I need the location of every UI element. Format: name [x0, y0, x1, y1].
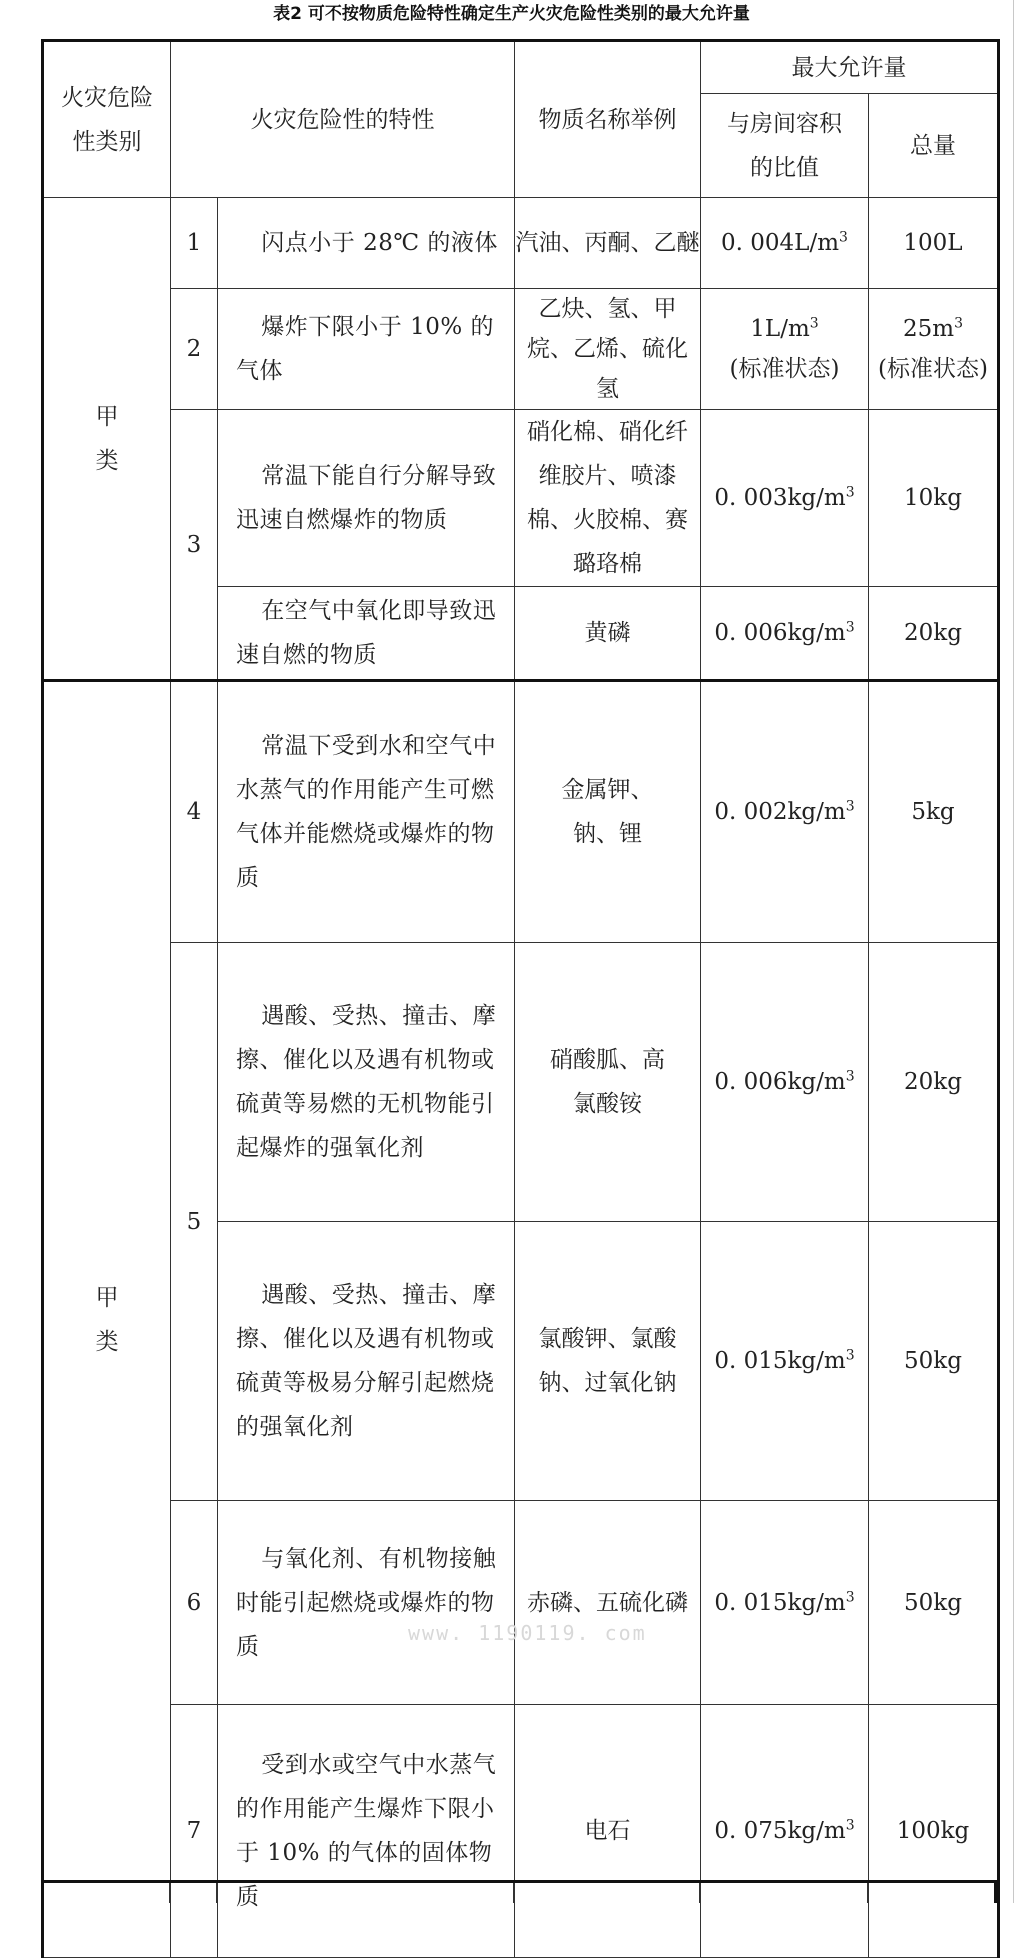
divider	[513, 1883, 514, 1903]
ratio-note: (标准状态)	[729, 356, 840, 382]
header-row-1	[43, 41, 999, 94]
ratio-cell	[701, 289, 869, 410]
header-category	[43, 41, 171, 198]
table-caption: 表2 可不按物质危险特性确定生产火灾危险性类别的最大允许量	[273, 4, 750, 24]
ratio-value: 0. 003kg/m	[714, 485, 846, 511]
table-row	[43, 1705, 999, 1958]
ratio-cell	[701, 943, 869, 1222]
table-row	[43, 410, 999, 587]
watermark-text: www. 1190119. com	[408, 1621, 647, 1645]
ratio-cell	[701, 410, 869, 587]
table-row	[43, 1501, 999, 1705]
total-cell	[869, 289, 999, 410]
example-cell: 黄磷	[515, 587, 701, 681]
ratio-value: 0. 015kg/m	[714, 1589, 846, 1616]
category-char: 类	[95, 1328, 119, 1355]
ratio-value: 0. 006kg/m	[714, 620, 846, 646]
ratio-value: 0. 002kg/m	[714, 799, 846, 825]
feature-cell: 受到水或空气中水蒸气的作用能产生爆炸下限小于 10% 的气体的固体物质	[218, 1705, 515, 1958]
ratio-unit-exp: 3	[845, 1817, 855, 1834]
feature-cell: 常温下能自行分解导致迅速自燃爆炸的物质	[218, 410, 515, 587]
ratio-unit-exp: 3	[845, 1588, 855, 1605]
ratio-cell	[701, 198, 869, 289]
example-cell: 乙炔、氢、甲烷、乙烯、硫化氢	[515, 289, 701, 410]
ratio-unit-exp: 3	[839, 229, 848, 246]
ratio-unit-exp: 3	[845, 1068, 855, 1085]
ratio-unit-exp: 3	[845, 1347, 855, 1364]
example-cell: 硝酸胍、高氯酸铵	[515, 943, 701, 1222]
row-number: 1	[171, 198, 218, 289]
header-max-allow: 最大允许量	[701, 41, 999, 94]
feature-cell: 闪点小于 28℃ 的液体	[218, 198, 515, 289]
category-char: 类	[95, 447, 119, 474]
divider	[699, 1883, 700, 1903]
header-total: 总量	[869, 94, 999, 198]
allowance-table	[41, 39, 1000, 1958]
header-feature: 火灾危险性的特性	[171, 41, 515, 198]
row-number: 4	[171, 681, 218, 943]
row-number: 2	[171, 289, 218, 410]
example-cell: 汽油、丙酮、乙醚	[515, 198, 701, 289]
header-ratio-line1: 与房间容积	[727, 110, 842, 137]
feature-cell: 常温下受到水和空气中水蒸气的作用能产生可燃气体并能燃烧或爆炸的物质	[218, 681, 515, 943]
ratio-value: 0. 004L/m	[721, 230, 840, 256]
ratio-cell	[701, 1705, 869, 1958]
example-cell: 电石	[515, 1705, 701, 1958]
feature-cell: 遇酸、受热、撞击、摩擦、催化以及遇有机物或硫黄等易燃的无机物能引起爆炸的强氧化剂	[218, 943, 515, 1222]
ratio-unit-exp: 3	[845, 798, 855, 815]
ratio-value: 1L/m	[750, 316, 810, 342]
total-cell: 10kg	[869, 410, 999, 587]
row-number: 7	[171, 1705, 218, 1958]
row-number: 3	[171, 410, 218, 681]
header-ratio	[701, 94, 869, 198]
continued-row	[41, 1880, 997, 1903]
header-category-line1: 火灾危险	[61, 84, 153, 111]
ratio-unit-exp: 3	[845, 619, 855, 636]
category-cell-1	[43, 198, 171, 681]
page-edge-line	[1013, 0, 1014, 1903]
row-number: 6	[171, 1501, 218, 1705]
row-number: 5	[171, 943, 218, 1501]
example-cell: 氯酸钾、氯酸钠、过氧化钠	[515, 1222, 701, 1501]
ratio-cell	[701, 681, 869, 943]
example-cell: 硝化棉、硝化纤维胶片、喷漆棉、火胶棉、赛璐珞棉	[515, 410, 701, 587]
header-example: 物质名称举例	[515, 41, 701, 198]
ratio-cell	[701, 1222, 869, 1501]
category-char: 甲	[95, 1284, 119, 1311]
ratio-value: 0. 015kg/m	[714, 1348, 846, 1374]
ratio-unit-exp: 3	[809, 315, 819, 332]
total-cell: 20kg	[869, 943, 999, 1222]
category-char: 甲	[95, 403, 119, 430]
ratio-value: 0. 075kg/m	[714, 1818, 846, 1844]
feature-cell: 在空气中氧化即导致迅速自燃的物质	[218, 587, 515, 681]
example-cell: 赤磷、五硫化磷	[515, 1501, 701, 1705]
total-note: (标准状态)	[878, 356, 988, 382]
ratio-cell	[701, 587, 869, 681]
ratio-unit-exp: 3	[845, 484, 855, 501]
total-cell: 50kg	[869, 1501, 999, 1705]
ratio-value: 0. 006kg/m	[714, 1069, 846, 1095]
total-unit-exp: 3	[954, 315, 963, 332]
divider	[216, 1883, 217, 1903]
table-row	[43, 198, 999, 289]
divider	[169, 1883, 170, 1903]
header-ratio-line2: 的比值	[750, 154, 819, 181]
ratio-cell	[701, 1501, 869, 1705]
feature-cell: 遇酸、受热、撞击、摩擦、催化以及遇有机物或硫黄等极易分解引起燃烧的强氧化剂	[218, 1222, 515, 1501]
total-cell: 50kg	[869, 1222, 999, 1501]
feature-cell: 爆炸下限小于 10% 的气体	[218, 289, 515, 410]
total-cell: 100kg	[869, 1705, 999, 1958]
table-row	[43, 289, 999, 410]
total-cell: 20kg	[869, 587, 999, 681]
category-cell-2	[43, 681, 171, 1958]
total-value: 25m	[903, 316, 955, 342]
table-row	[43, 943, 999, 1222]
feature-cell: 与氧化剂、有机物接触时能引起燃烧或爆炸的物质	[218, 1501, 515, 1705]
divider	[867, 1883, 868, 1903]
example-cell: 金属钾、钠、锂	[515, 681, 701, 943]
header-category-line2: 性类别	[72, 128, 142, 155]
total-cell: 5kg	[869, 681, 999, 943]
table-row	[43, 681, 999, 943]
total-cell: 100L	[869, 198, 999, 289]
